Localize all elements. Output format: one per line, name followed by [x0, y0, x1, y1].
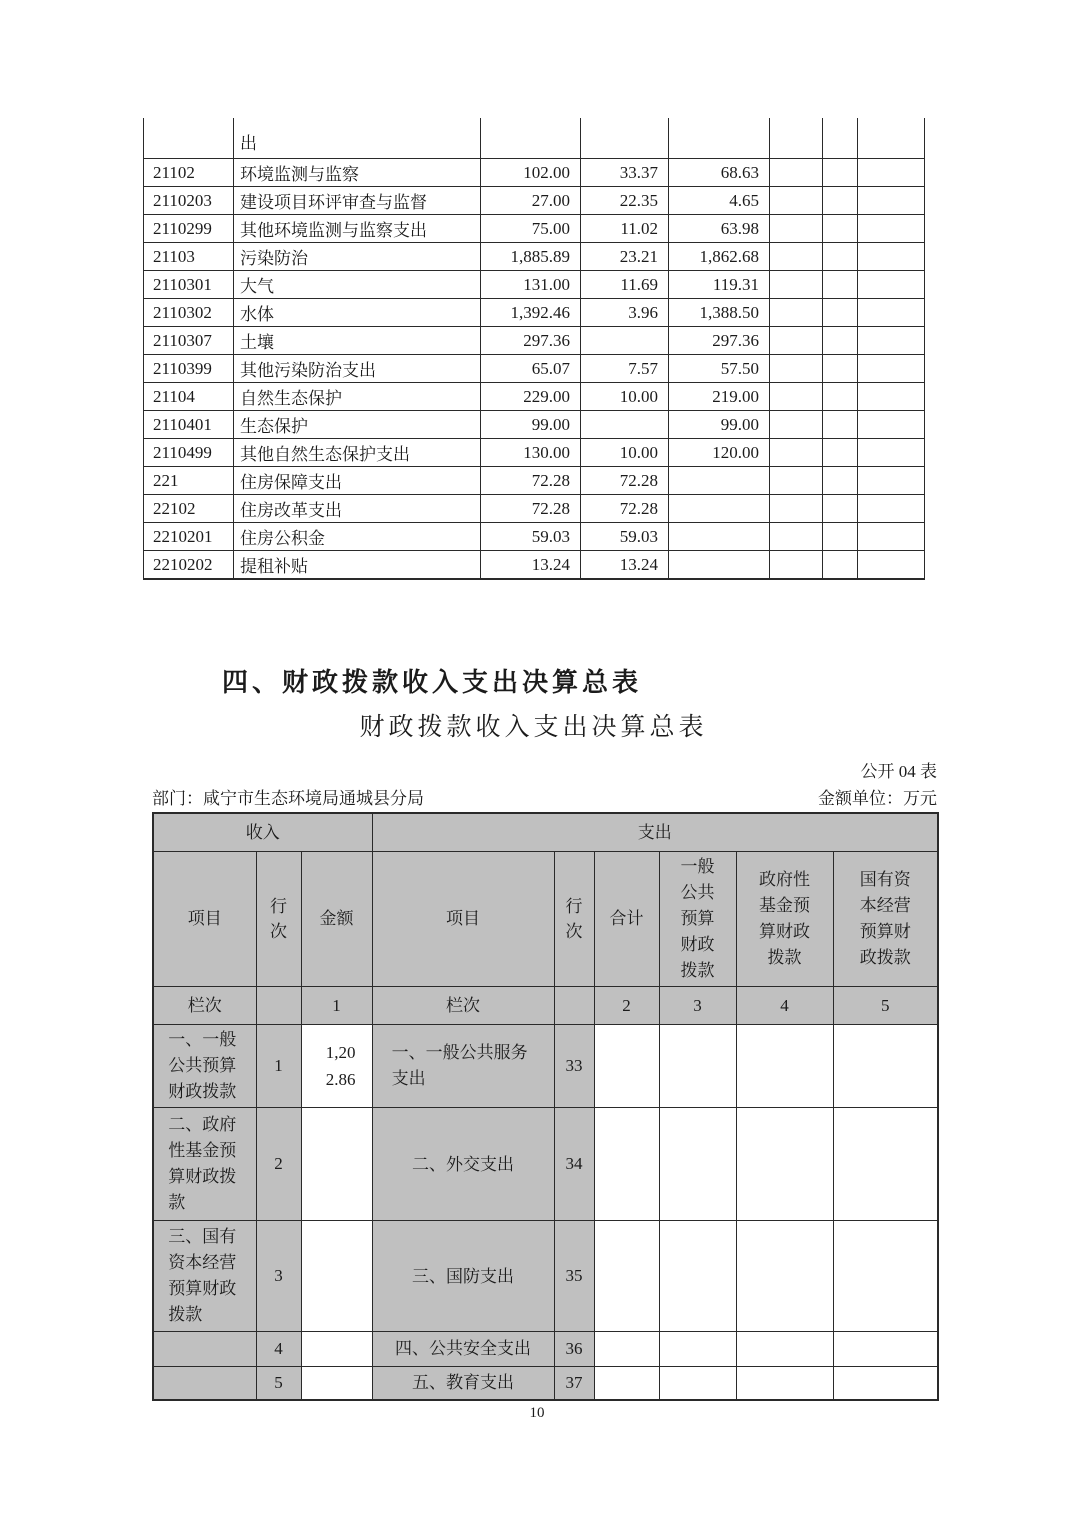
empty-cell [833, 1108, 938, 1221]
department-label: 部门：咸宁市生态环境局通城县分局 [152, 789, 424, 808]
income-group-header: 收入 [153, 813, 372, 852]
empty-cell [823, 355, 858, 383]
empty-cell [823, 243, 858, 271]
table-row-partial [144, 118, 925, 159]
table-row [153, 1221, 938, 1332]
empty-cell [770, 215, 823, 243]
amount-cell: 63.98 [669, 215, 770, 243]
table-row [144, 299, 925, 327]
amount-cell [581, 411, 669, 439]
line-cell: 37 [554, 1367, 594, 1401]
amount-cell: 13.24 [581, 551, 669, 580]
budget-expenditure-table [143, 118, 925, 580]
empty-cell [770, 439, 823, 467]
name-cell: 生态保护 [234, 411, 481, 439]
amount-cell: 72.28 [481, 467, 581, 495]
amount-cell: 72.28 [481, 495, 581, 523]
empty-cell [858, 187, 925, 215]
empty-cell [823, 118, 858, 159]
empty-cell [833, 1025, 938, 1108]
table-row [153, 1108, 938, 1221]
empty-cell [823, 383, 858, 411]
code-cell: 2110307 [144, 327, 234, 355]
empty-cell [770, 467, 823, 495]
empty-cell [770, 523, 823, 551]
empty-cell [659, 1332, 736, 1367]
code-cell: 2210202 [144, 551, 234, 580]
amount-cell: 7.57 [581, 355, 669, 383]
amount-cell: 1,885.89 [481, 243, 581, 271]
empty-cell [770, 327, 823, 355]
empty-cell [823, 439, 858, 467]
code-cell [144, 118, 234, 159]
gov-fund-header: 政府性基金预算财政拨款 [736, 852, 833, 987]
code-cell: 2110302 [144, 299, 234, 327]
empty-cell [770, 355, 823, 383]
name-cell: 自然生态保护 [234, 383, 481, 411]
expense-item-cell: 四、公共安全支出 [372, 1332, 554, 1367]
line-cell: 5 [256, 1367, 301, 1401]
empty-cell [770, 243, 823, 271]
amount-cell [669, 523, 770, 551]
empty-cell [858, 551, 925, 580]
table-row [144, 383, 925, 411]
line-cell: 3 [256, 1221, 301, 1332]
amount-cell: 23.21 [581, 243, 669, 271]
name-cell: 其他环境监测与监察支出 [234, 215, 481, 243]
expense-total-header: 合计 [594, 852, 659, 987]
unit-label: 金额单位：万元 [818, 789, 937, 808]
empty-cell [770, 187, 823, 215]
empty-cell [858, 523, 925, 551]
amount-cell: 59.03 [581, 523, 669, 551]
empty-cell [736, 1025, 833, 1108]
name-cell: 污染防治 [234, 243, 481, 271]
empty-cell [770, 495, 823, 523]
empty-cell [770, 383, 823, 411]
amount-cell: 102.00 [481, 159, 581, 187]
amount-cell [301, 1332, 372, 1367]
income-item-cell [153, 1332, 256, 1367]
code-cell: 22102 [144, 495, 234, 523]
code-cell: 21103 [144, 243, 234, 271]
empty-cell [823, 215, 858, 243]
empty-cell [659, 1221, 736, 1332]
table-row [144, 551, 925, 580]
code-cell: 2210201 [144, 523, 234, 551]
empty-cell [736, 1108, 833, 1221]
empty-cell [770, 551, 823, 580]
amount-cell: 297.36 [669, 327, 770, 355]
income-item-cell [153, 1367, 256, 1401]
amount-cell: 119.31 [669, 271, 770, 299]
name-cell: 住房保障支出 [234, 467, 481, 495]
empty-cell [833, 1332, 938, 1367]
name-cell: 提租补贴 [234, 551, 481, 580]
amount-cell: 27.00 [481, 187, 581, 215]
amount-cell [301, 1108, 372, 1221]
income-item-header: 项目 [153, 852, 256, 987]
empty-cell [823, 271, 858, 299]
name-cell: 住房改革支出 [234, 495, 481, 523]
empty-cell [858, 467, 925, 495]
empty-cell [256, 987, 301, 1025]
empty-cell [833, 1367, 938, 1401]
empty-cell [858, 118, 925, 159]
amount-cell: 130.00 [481, 439, 581, 467]
general-budget-header: 一般公共预算财政拨款 [659, 852, 736, 987]
amount-cell [669, 467, 770, 495]
name-cell: 大气 [234, 271, 481, 299]
index-cell: 5 [833, 987, 938, 1025]
empty-cell [823, 467, 858, 495]
index-cell: 2 [594, 987, 659, 1025]
expense-item-header: 项目 [372, 852, 554, 987]
income-item-cell: 三、国有资本经营预算财政拨款 [153, 1221, 256, 1332]
code-cell: 2110499 [144, 439, 234, 467]
page-number: 10 [529, 1405, 545, 1421]
empty-cell [736, 1221, 833, 1332]
line-cell: 34 [554, 1108, 594, 1221]
table-row [144, 159, 925, 187]
amount-cell: 99.00 [669, 411, 770, 439]
empty-cell [823, 551, 858, 580]
empty-cell [594, 1025, 659, 1108]
line-cell: 4 [256, 1332, 301, 1367]
amount-cell [669, 495, 770, 523]
index-cell: 4 [736, 987, 833, 1025]
line-cell: 35 [554, 1221, 594, 1332]
amount-cell [581, 118, 669, 159]
index-cell: 1 [301, 987, 372, 1025]
empty-cell [659, 1025, 736, 1108]
amount-cell: 99.00 [481, 411, 581, 439]
amount-cell: 1,388.50 [669, 299, 770, 327]
fiscal-summary-table [152, 812, 939, 1401]
empty-cell [858, 243, 925, 271]
empty-cell [858, 439, 925, 467]
state-capital-header: 国有资本经营预算财政拨款 [833, 852, 938, 987]
line-cell: 1 [256, 1025, 301, 1108]
income-item-cell: 二、政府性基金预算财政拨款 [153, 1108, 256, 1221]
index-label-cell: 栏次 [153, 987, 256, 1025]
amount-cell: 3.96 [581, 299, 669, 327]
empty-cell [770, 271, 823, 299]
empty-cell [823, 411, 858, 439]
income-line-header: 行次 [256, 852, 301, 987]
expense-item-cell: 一、一般公共服务支出 [372, 1025, 554, 1108]
empty-cell [823, 187, 858, 215]
name-cell: 其他自然生态保护支出 [234, 439, 481, 467]
table-row [144, 243, 925, 271]
table-row [153, 1025, 938, 1108]
amount-cell: 22.35 [581, 187, 669, 215]
table-row [144, 411, 925, 439]
empty-cell [858, 495, 925, 523]
empty-cell [823, 523, 858, 551]
expense-item-cell: 五、教育支出 [372, 1367, 554, 1401]
line-cell: 36 [554, 1332, 594, 1367]
amount-cell: 10.00 [581, 439, 669, 467]
expense-group-header: 支出 [372, 813, 938, 852]
empty-cell [858, 215, 925, 243]
amount-cell: 229.00 [481, 383, 581, 411]
empty-cell [858, 327, 925, 355]
code-cell: 21104 [144, 383, 234, 411]
amount-cell: 68.63 [669, 159, 770, 187]
table-title: 财政拨款收入支出决算总表 [359, 714, 708, 741]
income-amount-header: 金额 [301, 852, 372, 987]
amount-cell [581, 327, 669, 355]
empty-cell [823, 159, 858, 187]
expense-item-cell: 二、外交支出 [372, 1108, 554, 1221]
empty-cell [823, 299, 858, 327]
name-cell: 住房公积金 [234, 523, 481, 551]
table-code-label: 公开 04 表 [860, 762, 937, 781]
line-cell: 33 [554, 1025, 594, 1108]
code-cell: 21102 [144, 159, 234, 187]
line-cell: 2 [256, 1108, 301, 1221]
amount-cell: 11.69 [581, 271, 669, 299]
code-cell: 2110299 [144, 215, 234, 243]
code-cell: 2110203 [144, 187, 234, 215]
code-cell: 2110399 [144, 355, 234, 383]
amount-cell: 1,202.86 [301, 1025, 372, 1108]
amount-cell: 219.00 [669, 383, 770, 411]
amount-cell: 72.28 [581, 495, 669, 523]
code-cell: 2110301 [144, 271, 234, 299]
amount-cell: 4.65 [669, 187, 770, 215]
amount-cell: 13.24 [481, 551, 581, 580]
table-row [144, 187, 925, 215]
empty-cell [858, 355, 925, 383]
empty-cell [554, 987, 594, 1025]
empty-cell [770, 118, 823, 159]
income-item-cell: 一、一般公共预算财政拨款 [153, 1025, 256, 1108]
empty-cell [833, 1221, 938, 1332]
amount-cell: 131.00 [481, 271, 581, 299]
amount-cell: 1,862.68 [669, 243, 770, 271]
amount-cell: 11.02 [581, 215, 669, 243]
table-row [153, 1332, 938, 1367]
index-cell: 3 [659, 987, 736, 1025]
empty-cell [594, 1108, 659, 1221]
amount-cell: 59.03 [481, 523, 581, 551]
table-row [144, 495, 925, 523]
code-cell: 221 [144, 467, 234, 495]
table-row [144, 467, 925, 495]
empty-cell [594, 1221, 659, 1332]
empty-cell [659, 1367, 736, 1401]
amount-cell: 72.28 [581, 467, 669, 495]
empty-cell [858, 299, 925, 327]
amount-cell [301, 1221, 372, 1332]
amount-cell: 57.50 [669, 355, 770, 383]
amount-cell: 75.00 [481, 215, 581, 243]
empty-cell [858, 383, 925, 411]
empty-cell [770, 411, 823, 439]
name-cell: 土壤 [234, 327, 481, 355]
table-row [144, 215, 925, 243]
amount-cell [669, 551, 770, 580]
empty-cell [594, 1332, 659, 1367]
name-cell: 建设项目环评审查与监督 [234, 187, 481, 215]
name-cell: 出 [234, 118, 481, 159]
amount-cell [301, 1367, 372, 1401]
table-row [144, 439, 925, 467]
section-heading: 四、财政拨款收入支出决算总表 [222, 667, 643, 697]
group-header-row [153, 813, 938, 852]
amount-cell [481, 118, 581, 159]
amount-cell: 65.07 [481, 355, 581, 383]
empty-cell [770, 159, 823, 187]
amount-cell: 10.00 [581, 383, 669, 411]
column-header-row [153, 852, 938, 987]
amount-cell: 33.37 [581, 159, 669, 187]
empty-cell [736, 1367, 833, 1401]
expense-line-header: 行次 [554, 852, 594, 987]
amount-cell: 120.00 [669, 439, 770, 467]
expense-item-cell: 三、国防支出 [372, 1221, 554, 1332]
amount-cell: 1,392.46 [481, 299, 581, 327]
name-cell: 水体 [234, 299, 481, 327]
empty-cell [823, 495, 858, 523]
name-cell: 其他污染防治支出 [234, 355, 481, 383]
table-row [144, 271, 925, 299]
name-cell: 环境监测与监察 [234, 159, 481, 187]
amount-cell [669, 118, 770, 159]
index-row [153, 987, 938, 1025]
table-row [153, 1367, 938, 1401]
empty-cell [858, 411, 925, 439]
empty-cell [858, 159, 925, 187]
empty-cell [770, 299, 823, 327]
table-row [144, 355, 925, 383]
table-meta-row [152, 784, 937, 809]
table-row [144, 523, 925, 551]
empty-cell [659, 1108, 736, 1221]
empty-cell [823, 327, 858, 355]
code-cell: 2110401 [144, 411, 234, 439]
table-row [144, 327, 925, 355]
empty-cell [736, 1332, 833, 1367]
empty-cell [858, 271, 925, 299]
empty-cell [594, 1367, 659, 1401]
amount-cell: 297.36 [481, 327, 581, 355]
index-label-cell: 栏次 [372, 987, 554, 1025]
